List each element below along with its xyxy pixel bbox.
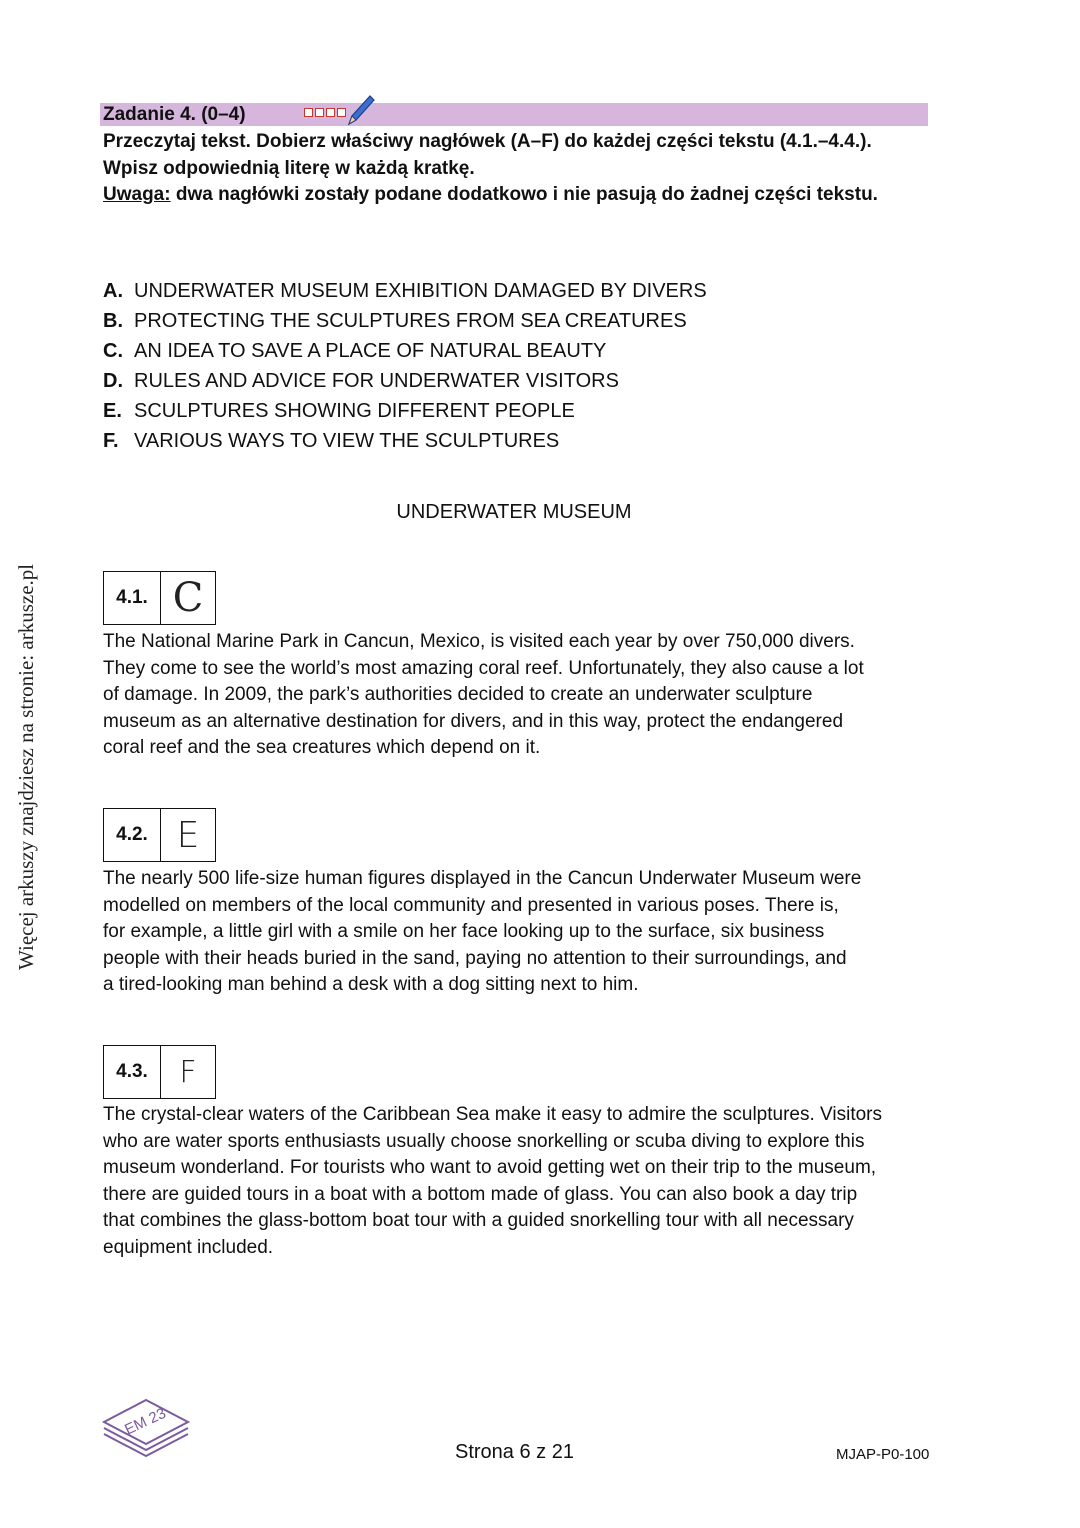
paragraph-line: there are guided tours in a boat with a bottom made of glass. You can also book a day trip — [103, 1183, 858, 1205]
side-watermark-text: Więcej arkuszy znajdziesz na stronie: arkusze.pl — [14, 563, 38, 970]
heading-letter: C. — [103, 340, 123, 362]
heading-text: UNDERWATER MUSEUM EXHIBITION DAMAGED BY DIVERS — [134, 280, 707, 302]
task-instructions — [103, 129, 933, 209]
heading-letter: B. — [103, 310, 123, 332]
answer-box-number: 4.1. — [104, 572, 161, 624]
answer-field[interactable]: C — [172, 575, 204, 621]
heading-letter: A. — [103, 280, 123, 302]
answer-field[interactable]: E — [176, 814, 200, 856]
document-code: MJAP-P0-100 — [836, 1446, 930, 1463]
paragraph-line: They come to see the world’s most amazing coral reef. Unfortunately, they also cause a lot — [103, 657, 864, 679]
headings-list — [103, 276, 707, 456]
paragraph-line: for example, a little girl with a smile on her face looking up to the surface, six business — [103, 921, 825, 942]
paragraph-line: modelled on members of the local community and presented in various poses. There is, — [103, 894, 839, 916]
answer-box-4-3 — [103, 1045, 216, 1099]
answer-box-number: 4.2. — [104, 809, 161, 861]
heading-item — [103, 396, 707, 426]
heading-text: SCULPTURES SHOWING DIFFERENT PEOPLE — [134, 400, 575, 422]
page-number: Strona 6 z 21 — [455, 1441, 574, 1463]
answer-field[interactable]: F — [179, 1054, 197, 1090]
heading-item — [103, 366, 707, 396]
paragraph-line: who are water sports enthusiasts usually choose snorkelling or scuba diving to explore this — [103, 1130, 865, 1152]
heading-text: AN IDEA TO SAVE A PLACE OF NATURAL BEAUTY — [134, 340, 607, 362]
note-text: dwa nagłówki zostały podane dodatkowo i nie pasują do żadnej części tekstu. — [170, 184, 878, 205]
instruction-line: Przeczytaj tekst. Dobierz właściwy nagłówek (A–F) do każdej części tekstu (4.1.–4.4.). — [103, 131, 872, 152]
heading-text: PROTECTING THE SCULPTURES FROM SEA CREATURES — [134, 310, 687, 332]
paragraph-line: The National Marine Park in Cancun, Mexico, is visited each year by over 750,000 divers. — [103, 631, 855, 652]
score-box — [315, 108, 324, 117]
paragraph-line: of damage. In 2009, the park’s authorities decided to create an underwater sculpture — [103, 684, 813, 705]
paragraph-line: equipment included. — [103, 1236, 274, 1258]
instruction-line: Wpisz odpowiednią literę w każdą kratkę. — [103, 157, 475, 179]
paragraph-line: museum as an alternative destination for divers, and in this way, protect the endangered — [103, 710, 844, 732]
heading-item — [103, 336, 707, 366]
paragraph-line: people with their heads buried in the sand, paying no attention to their surroundings, and — [103, 947, 847, 969]
heading-text: VARIOUS WAYS TO VIEW THE SCULPTURES — [134, 430, 560, 452]
heading-item — [103, 276, 707, 306]
text-title: UNDERWATER MUSEUM — [396, 501, 632, 523]
em-logo-icon — [100, 1396, 192, 1462]
paragraph-line: a tired-looking man behind a desk with a dog sitting next to him. — [103, 974, 639, 995]
instruction-note — [103, 182, 933, 209]
logo-text: EM 23 — [122, 1404, 169, 1439]
paragraph-line: museum wonderland. For tourists who want to avoid getting wet on their trip to the museum, — [103, 1157, 877, 1178]
pen-icon — [346, 94, 376, 126]
note-label: Uwaga: — [103, 184, 171, 205]
heading-text: RULES AND ADVICE FOR UNDERWATER VISITORS — [134, 370, 619, 392]
score-box — [304, 108, 313, 117]
paragraph-line: The nearly 500 life-size human figures displayed in the Cancun Underwater Museum were — [103, 868, 862, 889]
section-paragraph — [103, 866, 933, 999]
paragraph-line: The crystal-clear waters of the Caribbean Sea make it easy to admire the sculptures. Visitors — [103, 1104, 882, 1125]
score-box — [337, 108, 346, 117]
answer-box-4-2 — [103, 808, 216, 862]
score-box — [326, 108, 335, 117]
section-paragraph — [103, 1102, 933, 1261]
heading-letter: F. — [103, 430, 119, 452]
paragraph-line: that combines the glass-bottom boat tour with a guided snorkelling tour with all necessary — [103, 1210, 854, 1231]
heading-letter: E. — [103, 400, 122, 422]
score-boxes — [304, 108, 346, 117]
task-title: Zadanie 4. (0–4) — [103, 104, 246, 125]
heading-letter: D. — [103, 370, 123, 392]
heading-item — [103, 306, 707, 336]
answer-box-4-1 — [103, 571, 216, 625]
heading-item — [103, 426, 707, 456]
answer-box-number: 4.3. — [104, 1046, 161, 1098]
paragraph-line: coral reef and the sea creatures which depend on it. — [103, 737, 541, 758]
section-paragraph — [103, 629, 933, 762]
